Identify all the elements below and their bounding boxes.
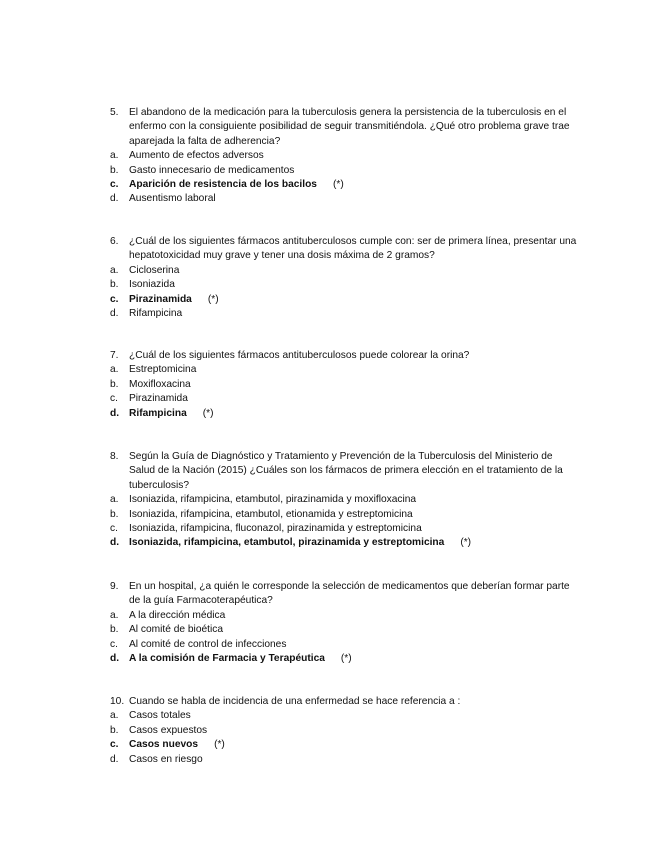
option-text: Isoniazida, rifampicina, etambutol, etionamida y estreptomicina [129, 508, 413, 520]
option-text: Pirazinamida [129, 293, 192, 305]
option-d [110, 307, 580, 321]
correct-answer-mark: (*) [332, 179, 344, 190]
option-list [110, 609, 580, 667]
option-text: Rifampicina [129, 307, 183, 319]
option-text: A la dirección médica [129, 609, 226, 621]
option-letter: a. [110, 494, 119, 506]
option-letter: d. [110, 753, 119, 765]
question-text: El abandono de la medicación para la tuberculosis genera la persistencia de la tuberculosis en el enfermo con la consiguiente posibilidad de seguir transmitiéndola. ¿Qué otro problema grave trae aparejada la falta de adherencia? [129, 107, 570, 147]
option-letter: a. [110, 150, 119, 162]
option-letter: d. [110, 193, 119, 205]
option-d [110, 753, 580, 767]
option-letter: c. [110, 523, 118, 534]
option-text: Al comité de bioética [129, 624, 224, 636]
question-5 [110, 106, 580, 207]
option-a [110, 264, 580, 278]
correct-answer-mark: (*) [340, 652, 352, 664]
option-text: Aparición de resistencia de los bacilos [129, 179, 317, 190]
option-a [110, 149, 580, 163]
option-text: Rifampicina [129, 407, 187, 419]
question-7 [110, 349, 580, 421]
option-a [110, 363, 580, 377]
option-b [110, 164, 580, 178]
question-6 [110, 235, 580, 321]
option-text: Al comité de control de infecciones [129, 638, 287, 650]
option-list [110, 709, 580, 767]
option-text: Isoniazida, rifampicina, etambutol, pirazinamida y moxifloxacina [129, 494, 417, 506]
option-d-correct [110, 652, 580, 666]
option-d-correct [110, 536, 580, 550]
option-text: Casos nuevos [129, 739, 199, 751]
option-a [110, 493, 580, 507]
option-a [110, 609, 580, 623]
correct-answer-mark: (*) [202, 407, 214, 419]
option-text: Estreptomicina [129, 364, 197, 376]
option-b [110, 378, 580, 392]
option-letter: b. [110, 279, 119, 291]
question-text: ¿Cuál de los siguientes fármacos antituberculosos cumple con: ser de primera línea, presentar una hepatotoxicidad muy grave y tener una dosis máxima de 2 gramos? [129, 236, 577, 262]
option-b [110, 623, 580, 637]
option-text: Pirazinamida [129, 393, 188, 405]
option-d-correct [110, 407, 580, 421]
option-text: Casos en riesgo [129, 753, 203, 765]
option-c [110, 638, 580, 652]
option-letter: b. [110, 378, 119, 390]
option-b [110, 278, 580, 292]
option-letter: a. [110, 264, 119, 276]
option-text: Isoniazida [129, 279, 175, 291]
option-letter: c. [110, 393, 118, 405]
option-b [110, 508, 580, 522]
option-text: Casos expuestos [129, 724, 208, 736]
option-c [110, 392, 580, 406]
option-list [110, 264, 580, 322]
option-letter: a. [110, 710, 119, 722]
option-c-correct [110, 293, 580, 307]
question-number: 8. [110, 451, 119, 462]
option-c-correct [110, 738, 580, 752]
option-text: A la comisión de Farmacia y Terapéutica [129, 652, 325, 664]
option-letter: b. [110, 164, 119, 176]
option-letter: b. [110, 508, 119, 520]
question-9 [110, 580, 580, 666]
option-letter: c. [110, 293, 119, 305]
option-letter: c. [110, 179, 119, 190]
option-a [110, 709, 580, 723]
option-list [110, 149, 580, 207]
option-c-correct [110, 178, 580, 192]
option-letter: a. [110, 609, 119, 621]
question-10 [110, 695, 580, 767]
question-text: En un hospital, ¿a quién le corresponde la selección de medicamentos que deberían formar parte de la guía Farmacoterapéutica? [129, 581, 570, 607]
option-text: Gasto innecesario de medicamentos [129, 164, 295, 176]
option-letter: c. [110, 638, 118, 650]
option-text: Ausentismo laboral [129, 193, 216, 205]
question-text: ¿Cuál de los siguientes fármacos antituberculosos puede colorear la orina? [129, 350, 470, 361]
option-text: Cicloserina [129, 264, 180, 276]
option-letter: d. [110, 307, 119, 319]
option-letter: c. [110, 739, 119, 751]
option-letter: d. [110, 537, 120, 549]
question-number: 9. [110, 581, 119, 592]
question-number: 10. [110, 696, 125, 707]
option-d [110, 192, 580, 206]
option-letter: d. [110, 652, 120, 664]
option-text: Isoniazida, rifampicina, fluconazol, pirazinamida y estreptomicina [129, 523, 422, 534]
correct-answer-mark: (*) [460, 537, 472, 549]
option-letter: b. [110, 724, 119, 736]
option-list [110, 363, 580, 421]
option-c [110, 522, 580, 536]
option-text: Aumento de efectos adversos [129, 150, 264, 162]
question-text: Según la Guía de Diagnóstico y Tratamiento y Prevención de la Tuberculosis del Ministerio de Salud de la Nación (2015) ¿Cuáles son los fármacos de primera elección en el tratamiento de la tuberculosis? [129, 451, 563, 491]
option-text: Casos totales [129, 710, 191, 722]
option-b [110, 724, 580, 738]
option-text: Isoniazida, rifampicina, etambutol, pirazinamida y estreptomicina [129, 537, 445, 549]
question-number: 7. [110, 350, 119, 361]
option-text: Moxifloxacina [129, 378, 191, 390]
question-number: 6. [110, 236, 119, 247]
option-list [110, 493, 580, 551]
option-letter: d. [110, 407, 120, 419]
option-letter: b. [110, 624, 119, 636]
correct-answer-mark: (*) [214, 739, 225, 751]
question-8 [110, 450, 580, 551]
correct-answer-mark: (*) [207, 293, 219, 305]
option-letter: a. [110, 364, 119, 376]
question-number: 5. [110, 107, 119, 118]
question-text: Cuando se habla de incidencia de una enfermedad se hace referencia a : [129, 696, 461, 707]
